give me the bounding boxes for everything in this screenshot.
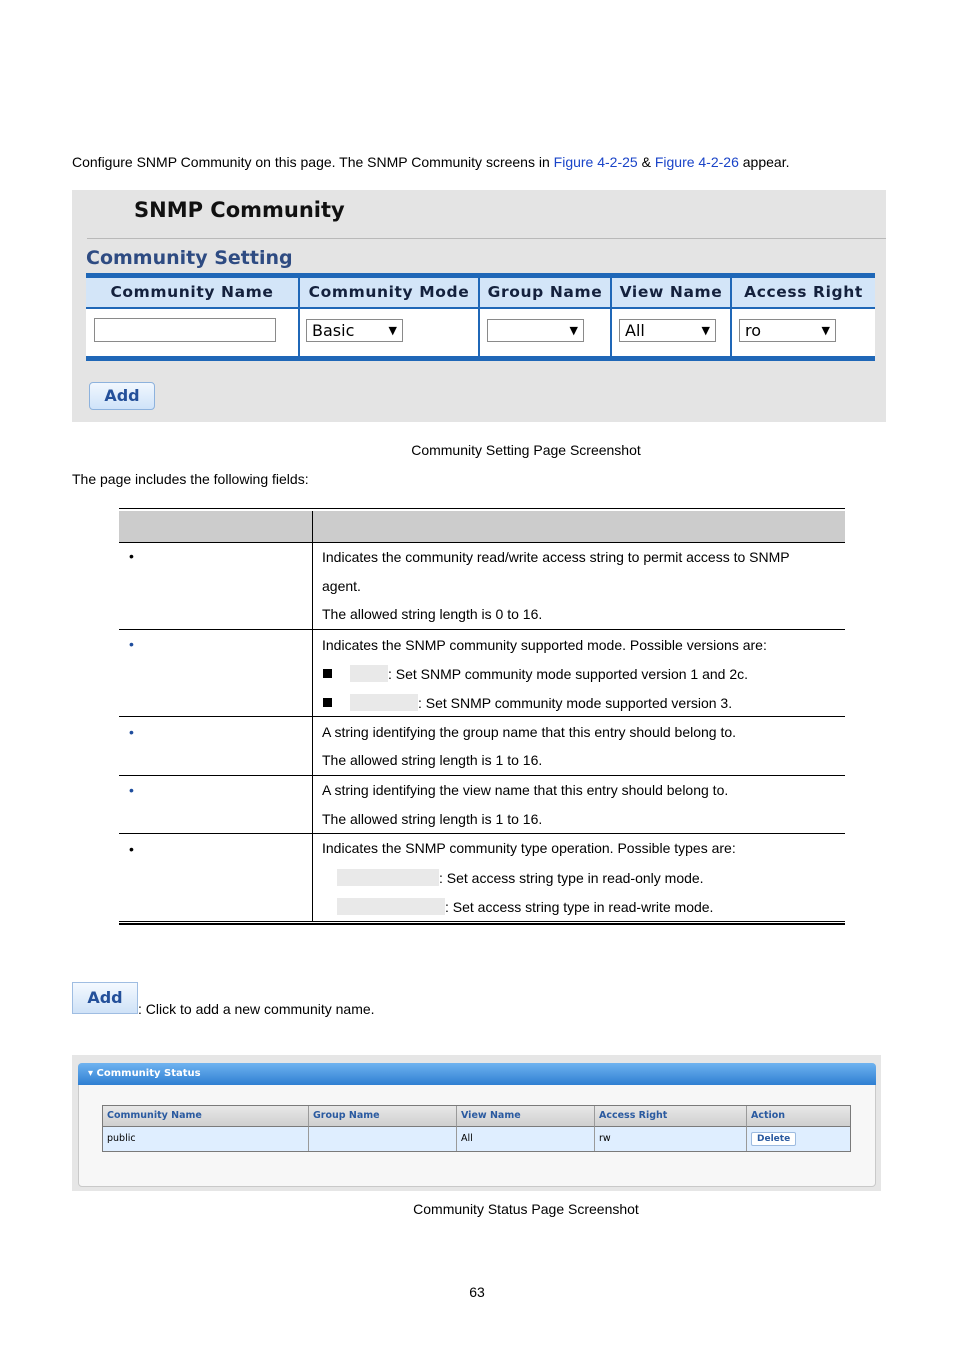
community-name-desc-2: agent. [322, 578, 361, 594]
col-header-group-name: Group Name [309, 1106, 457, 1127]
add-button-desc: : Click to add a new community name. [138, 1001, 375, 1017]
add-button-sample[interactable]: Add [72, 982, 138, 1014]
delete-button[interactable]: Delete [751, 1132, 796, 1146]
community-status-screenshot [72, 1055, 881, 1191]
table-bottom-rule [119, 921, 845, 922]
rw-desc-text: : Set access string type in read-write mode. [445, 899, 714, 915]
row-bullet: • [129, 636, 134, 652]
row-bullet: • [129, 724, 134, 740]
redacted-keyword [337, 898, 445, 915]
row-rule [119, 629, 845, 630]
row-bullet: • [129, 548, 134, 564]
cell-group-name [480, 309, 612, 356]
row-rule [119, 542, 845, 543]
dropdown-arrow-icon: ▼ [701, 324, 710, 337]
intro-amp: & [637, 154, 655, 170]
access-right-desc: Indicates the SNMP community type operation. Possible types are: [322, 840, 736, 856]
cell-access-right: rw [595, 1127, 747, 1151]
cell-group-name [309, 1127, 457, 1151]
collapse-arrow-icon: ▾ [88, 1068, 94, 1079]
access-right-select[interactable] [739, 319, 836, 342]
intro-paragraph [72, 154, 789, 170]
view-name-value: All [625, 321, 645, 340]
col-header-view-name: View Name [612, 278, 732, 307]
cell-community-name [86, 309, 300, 356]
table-bottom-rule [119, 923, 845, 925]
view-name-desc-2: The allowed string length is 1 to 16. [322, 811, 543, 827]
cell-access-right [732, 309, 875, 356]
access-right-value: ro [745, 321, 762, 340]
cell-community-name: public [103, 1127, 309, 1151]
col-header-access-right: Access Right [595, 1106, 747, 1127]
title-divider [87, 238, 886, 239]
row-bullet: • [129, 782, 134, 798]
table-top-rule [119, 508, 845, 509]
group-name-select[interactable] [487, 319, 584, 342]
community-setting-screenshot [72, 190, 886, 422]
community-name-desc-3: The allowed string length is 0 to 16. [322, 606, 543, 622]
dropdown-arrow-icon: ▼ [388, 324, 397, 337]
community-mode-desc: Indicates the SNMP community supported mode. Possible versions are: [322, 637, 767, 653]
view-name-select[interactable] [619, 319, 716, 342]
panel-title-text: Community Status [96, 1068, 201, 1079]
col-header-view-name: View Name [457, 1106, 595, 1127]
cell-action [747, 1127, 850, 1151]
advanced-desc-text: : Set SNMP community mode supported version 3. [418, 695, 733, 711]
community-name-desc-1: Indicates the community read/write access string to permit access to SNMP [322, 549, 790, 565]
col-header-community-name: Community Name [103, 1106, 309, 1127]
access-right-rw-desc [337, 898, 713, 915]
col-header-action: Action [747, 1106, 850, 1127]
row-rule [119, 833, 845, 834]
community-mode-basic-desc [350, 665, 748, 682]
view-name-desc-1: A string identifying the view name that this entry should belong to. [322, 782, 729, 798]
ro-desc-text: : Set access string type in read-only mode. [439, 870, 704, 886]
fields-intro: The page includes the following fields: [72, 471, 309, 487]
dropdown-arrow-icon: ▼ [569, 324, 578, 337]
row-bullet: • [129, 841, 134, 857]
community-mode-select[interactable] [306, 319, 403, 342]
redacted-keyword [337, 869, 439, 886]
intro-text-end: appear. [738, 154, 790, 170]
community-status-table [102, 1105, 851, 1152]
group-name-desc-2: The allowed string length is 1 to 16. [322, 752, 543, 768]
cell-view-name [612, 309, 732, 356]
figure1-caption: Community Setting Page Screenshot [411, 442, 641, 458]
intro-text: Configure SNMP Community on this page. The SNMP Community screens in [72, 154, 554, 170]
redacted-keyword [350, 694, 418, 711]
page-title: SNMP Community [134, 198, 345, 222]
fields-table [119, 508, 845, 926]
dropdown-arrow-icon: ▼ [821, 324, 830, 337]
basic-desc-text: : Set SNMP community mode supported version 1 and 2c. [388, 666, 749, 682]
square-bullet-icon [323, 669, 332, 678]
col-header-community-name: Community Name [86, 278, 300, 307]
cell-community-mode [300, 309, 480, 356]
figure-link-2[interactable]: Figure 4-2-26 [654, 154, 739, 170]
redacted-keyword [350, 665, 388, 682]
row-rule [119, 716, 845, 717]
page-number: 63 [469, 1284, 485, 1300]
community-name-input[interactable] [94, 318, 276, 342]
row-rule [119, 775, 845, 776]
panel-title[interactable] [88, 1068, 201, 1079]
figure-link-1[interactable]: Figure 4-2-25 [553, 154, 638, 170]
add-button[interactable]: Add [89, 382, 155, 410]
figure2-caption: Community Status Page Screenshot [413, 1201, 639, 1217]
group-name-desc-1: A string identifying the group name that this entry should belong to. [322, 724, 737, 740]
access-right-ro-desc [337, 869, 704, 886]
col-header-access-right: Access Right [732, 278, 875, 307]
section-title: Community Setting [86, 247, 293, 269]
community-mode-advanced-desc [350, 694, 732, 711]
community-mode-value: Basic [312, 321, 355, 340]
square-bullet-icon [323, 698, 332, 707]
community-setting-table [86, 273, 875, 361]
col-header-community-mode: Community Mode [300, 278, 480, 307]
table-header [119, 511, 845, 542]
col-header-group-name: Group Name [480, 278, 612, 307]
cell-view-name: All [457, 1127, 595, 1151]
